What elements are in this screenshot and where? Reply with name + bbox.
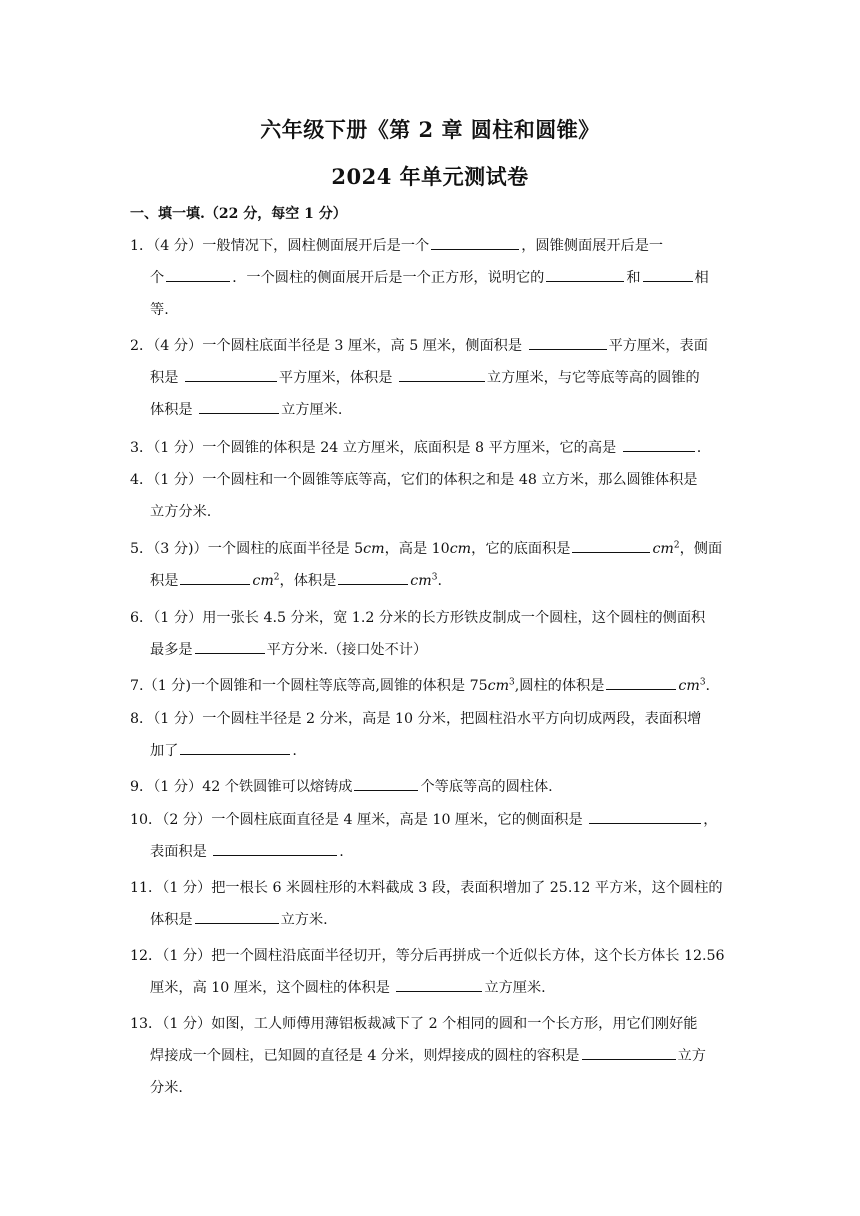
question-text: 立方厘米. (281, 402, 343, 418)
answer-blank[interactable] (180, 753, 290, 755)
question-9 (130, 771, 730, 803)
question-6 (130, 602, 730, 666)
exam-title-line2: 2024 年单元测试卷 (331, 164, 529, 189)
question-text: 体积是 (150, 912, 193, 928)
question-text: 焊接成一个圆柱，已知圆的直径是 4 分米，则焊接成的圆柱的容积是 (150, 1048, 580, 1064)
question-text: 立方分米. (150, 504, 212, 520)
answer-blank[interactable] (166, 280, 230, 282)
question-text: 立方 (677, 1048, 706, 1064)
question-text: . (437, 573, 442, 589)
question-text: . (696, 440, 702, 456)
unit-text: cm (363, 541, 385, 557)
question-7 (130, 670, 730, 702)
question-text: 5．（3 分)）一个圆柱的底面半径是 5 (130, 541, 364, 557)
question-text: ，体积是 (279, 573, 337, 589)
question-text: 8．（1 分）一个圆柱半径是 2 分米，高是 10 分米，把圆柱沿水平方向切成两段，表面积增 (130, 711, 702, 727)
question-text: . (339, 844, 344, 860)
answer-blank[interactable] (643, 280, 693, 282)
answer-blank[interactable] (529, 348, 607, 350)
question-text: 12．（1 分）把一个圆柱沿底面半径切开，等分后再拼成一个近似长方体，这个长方体长 12.56 (130, 948, 725, 964)
answer-blank[interactable] (546, 280, 624, 282)
question-8 (130, 703, 730, 767)
question-5 (130, 533, 730, 597)
question-text: 个等底等高的圆柱体. (420, 779, 553, 795)
question-text: 表面积是 (150, 844, 212, 860)
question-text: 积是 (150, 370, 183, 386)
question-text: 等. (150, 302, 169, 318)
answer-blank[interactable] (589, 822, 701, 824)
question-text: 加了 (150, 743, 179, 759)
question-text: 平方厘米，表面 (608, 338, 708, 354)
question-text: ，圆锥侧面展开后是一 (521, 238, 664, 254)
superscript: 2 (273, 572, 280, 583)
answer-blank[interactable] (195, 922, 279, 924)
question-2 (130, 330, 730, 426)
question-text: 2．（4 分）一个圆柱底面半径是 3 厘米，高 5 厘米，侧面积是 (130, 338, 527, 354)
question-3 (130, 432, 730, 464)
answer-blank[interactable] (399, 380, 485, 382)
question-11 (130, 872, 730, 936)
question-12 (130, 940, 730, 1004)
answer-blank[interactable] (180, 583, 250, 585)
question-text: 和 (626, 270, 641, 286)
answer-blank[interactable] (354, 789, 418, 791)
answer-blank[interactable] (623, 450, 695, 452)
question-13 (130, 1008, 730, 1104)
unit-text: cm (678, 678, 700, 694)
question-text: 3．（1 分）一个圆锥的体积是 24 立方厘米，底面积是 8 平方厘米，它的高是 (130, 440, 621, 456)
question-text: ，高是 10 (384, 541, 450, 557)
answer-blank[interactable] (185, 380, 277, 382)
question-text: 相 (694, 270, 709, 286)
question-text: 7.（1 分)一个圆锥和一个圆柱等底等高,圆锥的体积是 75 (130, 678, 488, 694)
question-text: 体积是 (150, 402, 198, 418)
answer-blank[interactable] (213, 854, 337, 856)
question-text: 11．（1 分）把一根长 6 米圆柱形的木料截成 3 段，表面积增加了 25.12 平方米，这个圆柱的 (130, 880, 723, 896)
question-text: ,圆柱的体积是 (514, 678, 605, 694)
question-text: ，它的底面积是 (471, 541, 571, 557)
question-text: . (705, 678, 711, 694)
question-text: ， (703, 812, 718, 828)
unit-text: cm (652, 541, 674, 557)
question-text: 积是 (150, 573, 179, 589)
answer-blank[interactable] (195, 652, 265, 654)
question-4 (130, 464, 730, 528)
answer-blank[interactable] (582, 1058, 676, 1060)
answer-blank[interactable] (338, 583, 408, 585)
unit-text: cm (410, 573, 432, 589)
question-text: 立方厘米，与它等底等高的圆锥的 (486, 370, 700, 386)
question-text: 个 (150, 270, 165, 286)
question-text: 立方厘米. (484, 980, 546, 996)
question-text: 6．（1 分）用一张长 4.5 分米，宽 1.2 分米的长方形铁皮制成一个圆柱，这个圆柱的侧面积 (130, 610, 706, 626)
exam-title-line1: 六年级下册《第 2 章 圆柱和圆锥》 (260, 117, 600, 142)
answer-blank[interactable] (199, 412, 279, 414)
question-text: 厘米，高 10 厘米，这个圆柱的体积是 (150, 980, 395, 996)
unit-text: cm (252, 573, 274, 589)
superscript: 3 (431, 572, 438, 583)
section-heading: 一、填一填.（22 分，每空 1 分） (130, 206, 347, 222)
question-text: ．一个圆柱的侧面展开后是一个正方形，说明它的 (232, 270, 545, 286)
question-text: 1．（4 分）一般情况下，圆柱侧面展开后是一个 (130, 238, 430, 254)
question-text: 平方分米.（接口处不计） (266, 642, 428, 658)
question-text: . (292, 743, 297, 759)
superscript: 2 (673, 540, 680, 551)
question-text: 立方米. (280, 912, 328, 928)
unit-text: cm (449, 541, 472, 557)
answer-blank[interactable] (606, 688, 676, 690)
answer-blank[interactable] (572, 551, 650, 553)
question-1 (130, 230, 730, 326)
question-10 (130, 804, 730, 868)
question-text: 13．（1 分）如图，工人师傅用薄铝板裁减下了 2 个相同的圆和一个长方形，用它们刚好能 (130, 1016, 698, 1032)
superscript: 3 (509, 677, 515, 688)
unit-text: cm (487, 678, 510, 694)
answer-blank[interactable] (396, 990, 482, 992)
question-text: 分米. (150, 1080, 183, 1096)
question-text: 平方厘米，体积是 (278, 370, 397, 386)
answer-blank[interactable] (431, 248, 519, 250)
question-text: 最多是 (150, 642, 193, 658)
question-text: ，侧面 (679, 541, 723, 557)
question-text: 4．（1 分）一个圆柱和一个圆锥等底等高，它们的体积之和是 48 立方米，那么圆锥体积是 (130, 472, 698, 488)
question-text: 9．（1 分）42 个铁圆锥可以熔铸成 (130, 779, 353, 795)
question-text: 10．（2 分）一个圆柱底面直径是 4 厘米，高是 10 厘米，它的侧面积是 (130, 812, 588, 828)
superscript: 3 (699, 677, 706, 688)
